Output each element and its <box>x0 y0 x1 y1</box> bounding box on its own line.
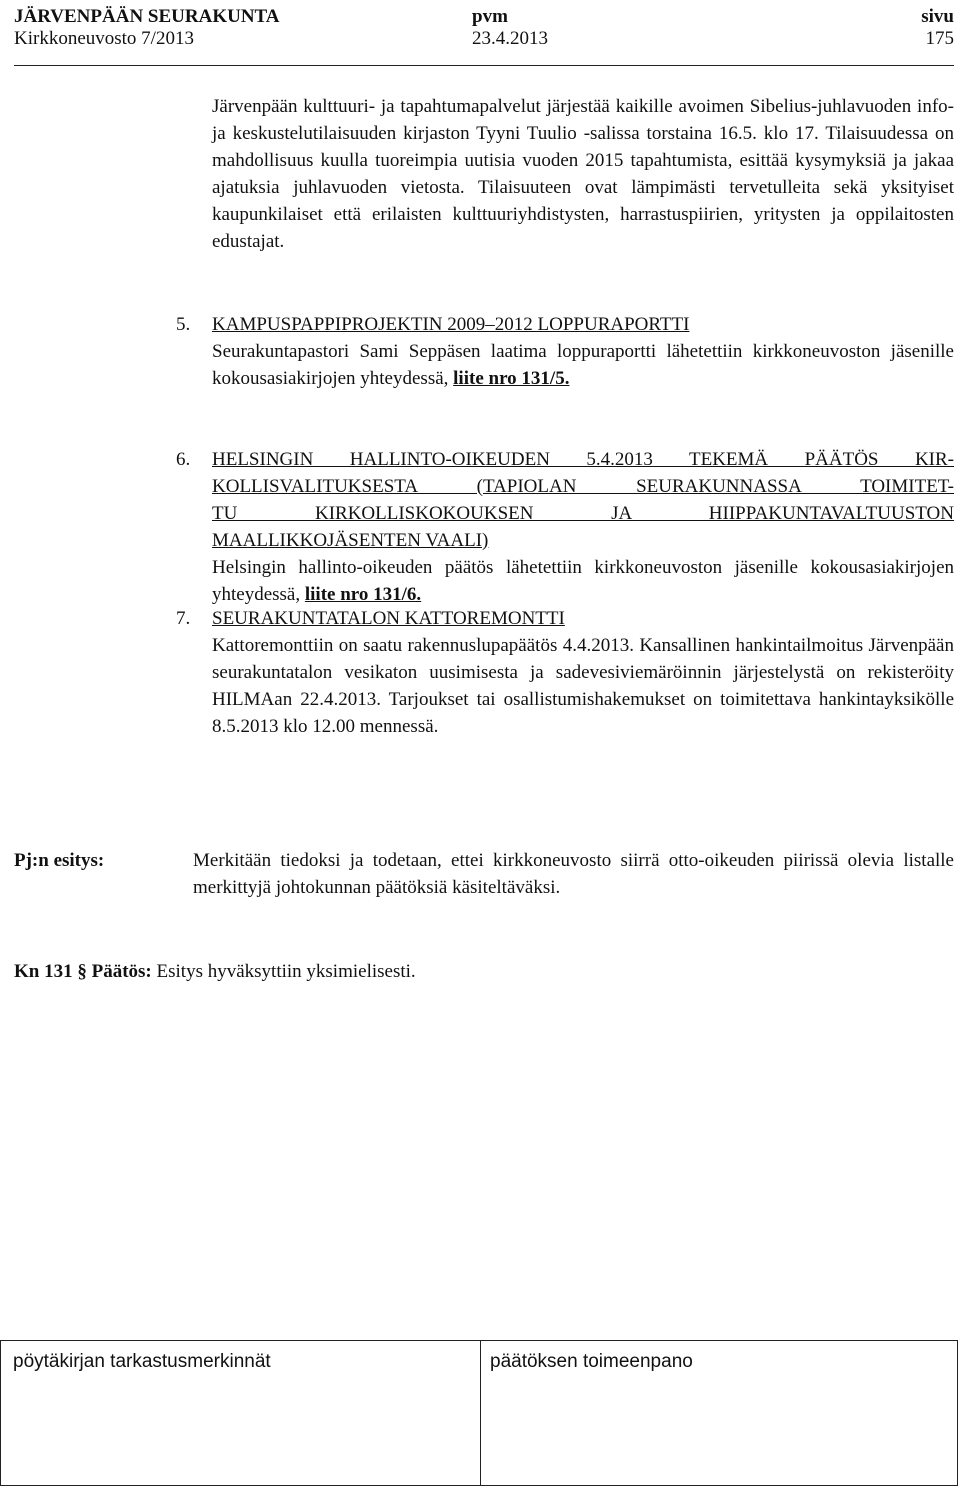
header-rule <box>14 65 954 66</box>
item-title-line: HELSINGIN HALLINTO-OIKEUDEN 5.4.2013 TEKEMÄ PÄÄTÖS KIR- <box>212 449 954 470</box>
decision-text: Esitys hyväksyttiin yksimielisesti. <box>156 961 416 982</box>
item-number: 5. <box>176 314 191 335</box>
decision-kn: Kn 131 <box>14 961 73 982</box>
item-title-line: KOLLISVALITUKSESTA (TAPIOLAN SEURAKUNNASSA TOIMITET- <box>212 476 954 497</box>
item-title: SEURAKUNTATALON KATTOREMONTTI <box>212 608 565 629</box>
item-text: Kattoremonttiin on saatu rakennuslupapäätös 4.4.2013. Kansallinen hankintailmoitus Järvenpään seurakuntatalon vesikaton uusimisesta ja sadevesiviemäröinnin järjestelystä on rekisteröity HILMAan 22.4.2013. Tarjoukset tai osallistumishakemukset on toimitettava hankintayksikölle 8.5.2013 klo 12.00 mennessä. <box>212 635 954 737</box>
agenda-item-6 <box>212 446 954 608</box>
page-number: 175 <box>925 28 954 49</box>
item-title-line: MAALLIKKOJÄSENTEN VAALI) <box>212 530 489 551</box>
footer-divider <box>480 1341 481 1485</box>
agenda-item-7 <box>212 605 954 740</box>
item-title-line: TU KIRKOLLISKOKOUKSEN JA HIIPPAKUNTAVALTUUSTON <box>212 503 954 524</box>
attachment-link[interactable]: liite nro 131/5. <box>453 368 570 389</box>
item-text: Seurakuntapastori Sami Seppäsen laatima loppuraportti lähetettiin kirkkoneuvoston jäsenille kokousasiakirjojen yhteydessä, liite nro 131/5. <box>212 341 954 389</box>
org-name: JÄRVENPÄÄN SEURAKUNTA <box>14 6 280 27</box>
header-right <box>921 6 954 50</box>
attachment-link[interactable]: liite nro 131/6. <box>304 584 422 605</box>
item-text: Helsingin hallinto-oikeuden päätös lähetettiin kirkkoneuvoston jäsenille kokousasiakirjojen yhteydessä, liite nro 131/6. <box>212 557 954 605</box>
item-number: 7. <box>176 608 191 629</box>
decision-line <box>14 958 416 985</box>
date-label: pvm <box>472 6 508 27</box>
implementation-label: päätöksen toimeenpano <box>490 1351 693 1372</box>
header-left <box>14 6 280 50</box>
item-title: KAMPUSPAPPIPROJEKTIN 2009–2012 LOPPURAPORTTI <box>212 314 690 335</box>
intro-paragraph: Järvenpään kulttuuri- ja tapahtumapalvelut järjestää kaikille avoimen Sibelius-juhlavuoden info- ja keskustelutilaisuuden kirjaston Tyyni Tuulio -salissa torstaina 16.5. klo 17. Tilaisuudessa on mahdollisuus kuulla tuoreimpia uutisia vuoden 2015 tapahtumista, esittää kysymyksiä ja jakaa ajatuksia juhlavuoden vietosta. Tilaisuuteen ovat lämpimästi tervetulleita sekä yksityiset kaupunkilaiset että erilaisten kulttuuriyhdistysten, harrastuspiirien, yritysten ja oppilaitosten edustajat. <box>212 96 954 252</box>
page-label: sivu <box>921 6 954 27</box>
header-center <box>472 6 548 50</box>
meeting-date: 23.4.2013 <box>472 28 548 49</box>
meeting-name: Kirkkoneuvosto 7/2013 <box>14 28 194 49</box>
section-sign: § <box>77 961 87 982</box>
item-number: 6. <box>176 449 191 470</box>
footer-box <box>0 1340 958 1486</box>
proposal-label: Pj:n esitys: <box>14 850 105 871</box>
agenda-item-5 <box>212 311 954 392</box>
proposal-text: Merkitään tiedoksi ja todetaan, ettei kirkkoneuvosto siirrä otto-oikeuden piirissä olevia listalle merkittyjä johtokunnan päätöksiä käsiteltäväksi. <box>193 850 954 898</box>
review-marks-label: pöytäkirjan tarkastusmerkinnät <box>13 1351 271 1372</box>
decision-label: Päätös: <box>91 961 152 982</box>
